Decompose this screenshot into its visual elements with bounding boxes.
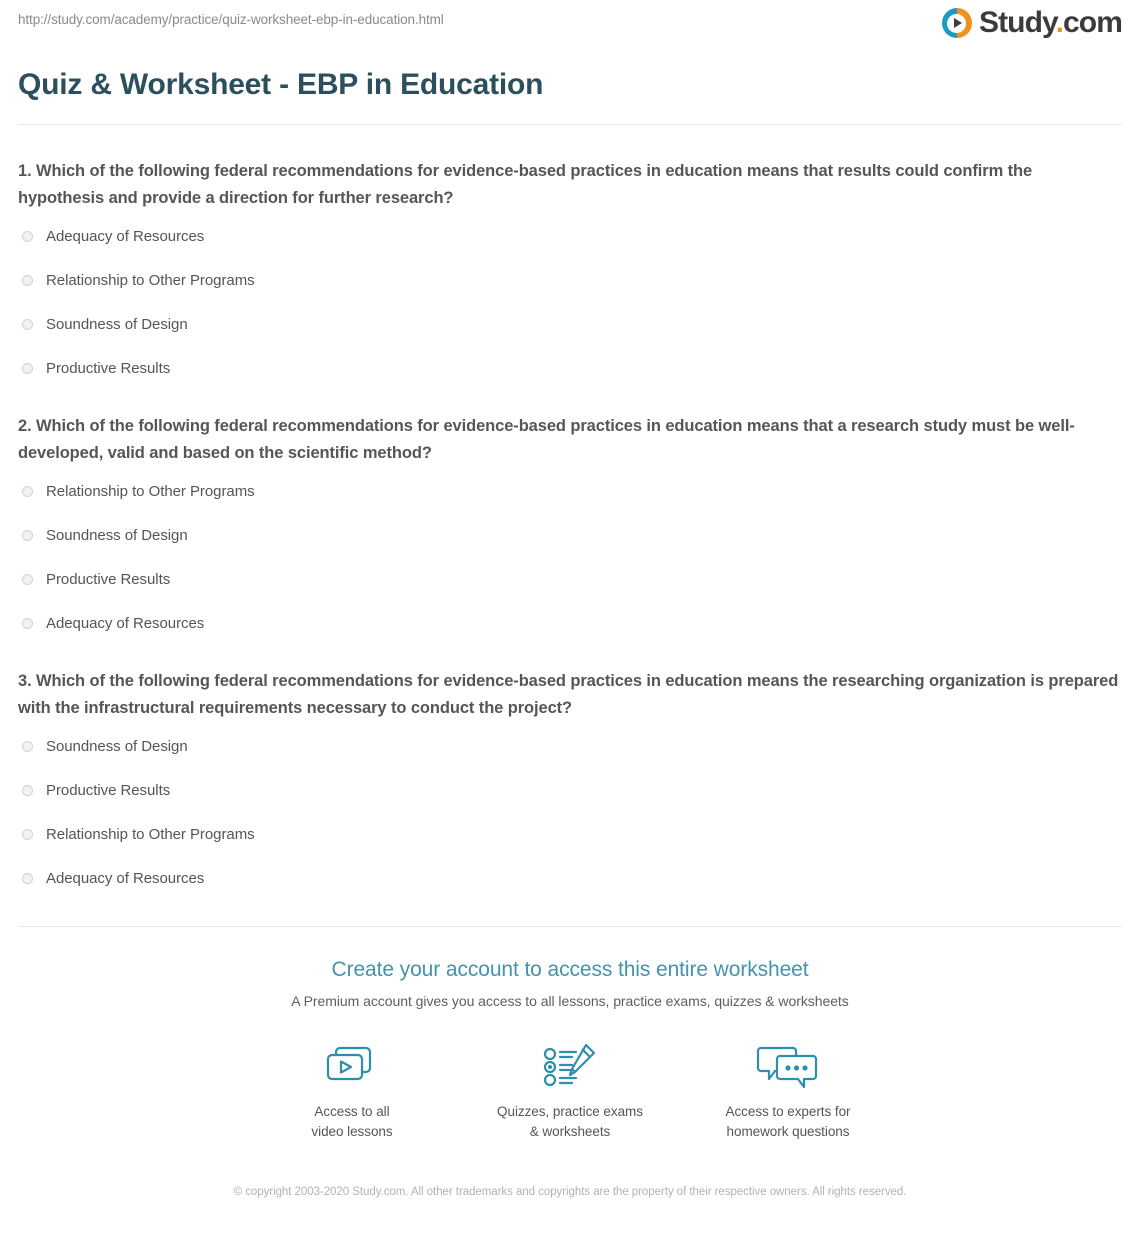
question-block: [18, 413, 1122, 634]
answer-option[interactable]: [18, 613, 1122, 634]
question-block: [18, 158, 1122, 379]
chat-bubbles-icon: [679, 1039, 897, 1095]
feature-list: [0, 1039, 1140, 1141]
answer-option[interactable]: [18, 780, 1122, 801]
answer-option[interactable]: [18, 736, 1122, 757]
answer-option[interactable]: [18, 824, 1122, 845]
radio-button-icon[interactable]: [22, 574, 33, 585]
question-text: 1. Which of the following federal recommendations for evidence-based practices in education means that results could confirm the hypothesis and provide a direction for further research?: [18, 162, 1033, 207]
radio-button-icon[interactable]: [22, 231, 33, 242]
answer-options: [18, 736, 1122, 889]
feature-item: [243, 1039, 461, 1141]
radio-button-icon[interactable]: [22, 785, 33, 796]
answer-label: Productive Results: [46, 782, 171, 799]
radio-button-icon[interactable]: [22, 618, 33, 629]
radio-button-icon[interactable]: [22, 319, 33, 330]
cta-subheading: A Premium account gives you access to all lessons, practice exams, quizzes & worksheets: [291, 993, 849, 1009]
answer-options: [18, 226, 1122, 379]
radio-button-icon[interactable]: [22, 363, 33, 374]
question-block: [18, 668, 1122, 889]
brand-dot: .: [1055, 6, 1063, 39]
page-title: Quiz & Worksheet - EBP in Education: [18, 68, 544, 101]
study-com-logo[interactable]: [942, 8, 1122, 38]
radio-button-icon[interactable]: [22, 530, 33, 541]
create-account-link[interactable]: Create your account to access this entire worksheet: [331, 958, 809, 981]
answer-option[interactable]: [18, 525, 1122, 546]
page-url: http://study.com/academy/practice/quiz-worksheet-ebp-in-education.html: [18, 12, 444, 27]
radio-button-icon[interactable]: [22, 486, 33, 497]
answer-label: Relationship to Other Programs: [46, 483, 255, 500]
answer-label: Relationship to Other Programs: [46, 826, 255, 843]
feature-item: [461, 1039, 679, 1141]
radio-button-icon[interactable]: [22, 741, 33, 752]
answer-option[interactable]: [18, 314, 1122, 335]
quiz-pencil-icon: [461, 1039, 679, 1095]
feature-item: [679, 1039, 897, 1141]
quiz-body: [0, 158, 1140, 889]
title-section: [0, 67, 1140, 103]
answer-label: Adequacy of Resources: [46, 870, 205, 887]
answer-option[interactable]: [18, 226, 1122, 247]
play-circle-icon: [942, 8, 972, 38]
radio-button-icon[interactable]: [22, 275, 33, 286]
play-triangle-icon: [954, 18, 962, 28]
answer-option[interactable]: [18, 358, 1122, 379]
answer-options: [18, 481, 1122, 634]
video-lessons-icon: [243, 1039, 461, 1095]
answer-label: Adequacy of Resources: [46, 615, 205, 632]
feature-caption-line1: Access to experts for: [725, 1104, 851, 1119]
answer-option[interactable]: [18, 569, 1122, 590]
answer-label: Soundness of Design: [46, 316, 188, 333]
radio-button-icon[interactable]: [22, 829, 33, 840]
answer-label: Soundness of Design: [46, 738, 188, 755]
question-text: 2. Which of the following federal recommendations for evidence-based practices in education means that a research study must be well-developed, valid and based on the scientific method?: [18, 417, 1075, 462]
copyright-text: © copyright 2003-2020 Study.com. All other trademarks and copyrights are the property of their respective owners. All rights reserved.: [233, 1186, 907, 1198]
brand-wordmark: [979, 8, 1122, 38]
title-divider: [18, 124, 1122, 125]
cta-section: [0, 927, 1140, 1201]
answer-option[interactable]: [18, 270, 1122, 291]
question-text: 3. Which of the following federal recommendations for evidence-based practices in education means the researching organization is prepared with the infrastructural requirements necessary to conduct the project?: [18, 672, 1119, 717]
feature-caption-line1: Quizzes, practice exams: [497, 1104, 643, 1119]
feature-caption-line2: video lessons: [311, 1123, 393, 1139]
answer-label: Relationship to Other Programs: [46, 272, 255, 289]
brand-name: Study: [978, 6, 1056, 39]
page-header: [0, 0, 1140, 52]
feature-caption: [679, 1102, 897, 1141]
feature-caption: [461, 1102, 679, 1141]
feature-caption-line1: Access to all: [314, 1104, 390, 1119]
radio-button-icon[interactable]: [22, 873, 33, 884]
answer-option[interactable]: [18, 481, 1122, 502]
answer-label: Soundness of Design: [46, 527, 188, 544]
answer-option[interactable]: [18, 868, 1122, 889]
answer-label: Productive Results: [46, 360, 171, 377]
answer-label: Adequacy of Resources: [46, 228, 205, 245]
brand-tld: com: [1063, 6, 1122, 39]
answer-label: Productive Results: [46, 571, 171, 588]
feature-caption: [243, 1102, 461, 1141]
feature-caption-line2: & worksheets: [529, 1123, 611, 1139]
feature-caption-line2: homework questions: [726, 1123, 850, 1139]
